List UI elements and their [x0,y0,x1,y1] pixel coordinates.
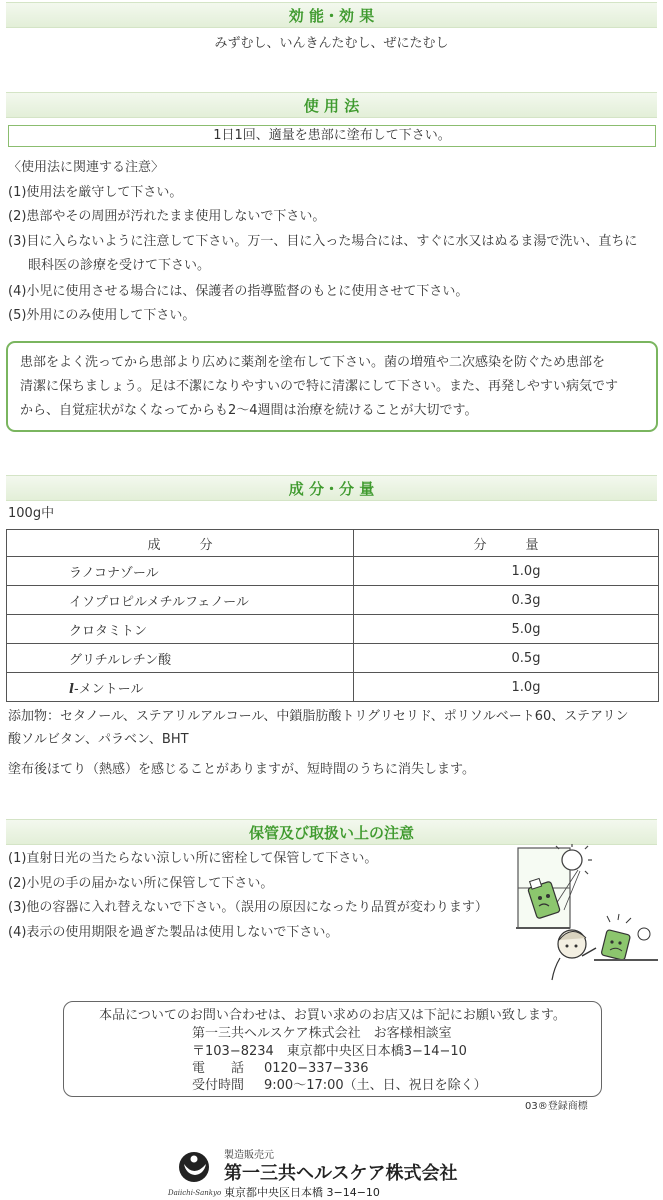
ingredient-name: ラノコナゾール [7,557,354,586]
ingredient-amount: 0.3g [354,586,659,615]
contact-intro: 本品についてのお問い合わせは、お買い求めのお店又は下記にお願い致します。 [99,1008,566,1023]
child-icon [552,930,596,980]
ingredients-header: 成 分・分 量 [6,475,657,501]
daiichi-sankyo-logo-icon [170,1150,220,1190]
logo-text: Daiichi-Sankyo [168,1189,222,1197]
table-row [7,644,659,673]
usage-notes-title: 〈使用法に関連する注意〉 [8,160,165,175]
usage-note-1: (1)使用法を厳守して下さい。 [8,185,183,200]
storage-item-1: (1)直射日光の当たらない涼しい所に密栓して保管して下さい。 [8,851,378,866]
l-prefix: l [69,681,74,697]
contact-phone-label: 電 話 [192,1061,245,1076]
effects-text: みずむし、いんきんたむし、ぜにたむし [214,36,449,51]
ingredient-name: クロタミトン [7,615,354,644]
usage-header: 使 用 法 [6,92,657,118]
warmth-note: 塗布後ほてり（熱感）を感じることがありますが、短時間のうちに消失します。 [8,762,475,777]
ingredient-name: イソプロピルメチルフェノール [7,586,354,615]
advice-box [6,341,658,432]
additives-line-1: 添加物：セタノール、ステアリルアルコール、中鎖脂肪酸トリグリセリド、ポリソルベート60、ステアリン [8,709,629,724]
ingredients-per: 100g中 [8,506,55,521]
storage-illustration [512,844,660,982]
effects-header: 効 能・効 果 [6,2,657,28]
tube-icon [601,914,650,960]
footer-company: 第一三共ヘルスケア株式会社 [224,1163,458,1184]
usage-note-3: (3)目に入らないように注意して下さい。万一、目に入った場合には、すぐに水又はぬるま湯で洗い、直ちに [8,234,638,249]
contact-hours-label: 受付時間 [192,1078,245,1093]
storage-item-3: (3)他の容器に入れ替えないで下さい。（誤用の原因になったり品質が変わります） [8,900,488,915]
table-row [7,615,659,644]
advice-line-1: 患部をよく洗ってから患部より広めに薬剤を塗布して下さい。菌の増殖や二次感染を防ぐため患部を [20,355,606,370]
ingredient-name-rest: -メントール [73,681,144,697]
ingredient-amount: 0.5g [354,644,659,673]
storage-item-2: (2)小児の手の届かない所に保管して下さい。 [8,876,274,891]
ingredient-name: グリチルレチン酸 [7,644,354,673]
additives-line-2: 酸ソルビタン、パラベン、BHT [8,732,189,747]
contact-company-dept: 第一三共ヘルスケア株式会社 お客様相談室 [192,1026,452,1041]
advice-line-3: から、自覚症状がなくなってからも2～4週間は治療を続けることが大切です。 [20,403,478,418]
footer-role: 製造販売元 [224,1150,274,1161]
footer-address: 東京都中央区日本橋 3−14−10 [224,1186,380,1199]
storage-header: 保管及び取扱い上の注意 [6,819,657,845]
contact-hours: 9:00〜17:00（土、日、祝日を除く） [264,1078,487,1093]
usage-note-2: (2)患部やその周囲が汚れたまま使用しないで下さい。 [8,209,326,224]
ingredients-table [6,529,659,702]
table-row [7,557,659,586]
trademark-note: 03®登録商標 [525,1101,588,1112]
contact-phone: 0120−337−336 [264,1061,369,1076]
advice-line-2: 清潔に保ちましょう。足は不潔になりやすいので特に清潔にして下さい。また、再発しやすい病気です [20,379,619,394]
ingredient-amount: 1.0g [354,673,659,702]
usage-note-4: (4)小児に使用させる場合には、保護者の指導監督のもとに使用させて下さい。 [8,284,469,299]
usage-note-3-cont: 眼科医の診療を受けて下さい。 [28,258,211,273]
ingredient-name [7,673,354,702]
table-row [7,673,659,702]
col-name-header: 成 分 [7,530,354,557]
table-row [7,586,659,615]
col-amount-header: 分 量 [354,530,659,557]
ingredient-amount: 1.0g [354,557,659,586]
contact-address: 〒103−8234 東京都中央区日本橋3−14−10 [192,1044,467,1059]
ingredient-amount: 5.0g [354,615,659,644]
usage-note-5: (5)外用にのみ使用して下さい。 [8,308,196,323]
storage-item-4: (4)表示の使用期限を過ぎた製品は使用しないで下さい。 [8,925,339,940]
table-header-row [7,530,659,557]
usage-box: 1日1回、適量を患部に塗布して下さい。 [8,125,656,147]
